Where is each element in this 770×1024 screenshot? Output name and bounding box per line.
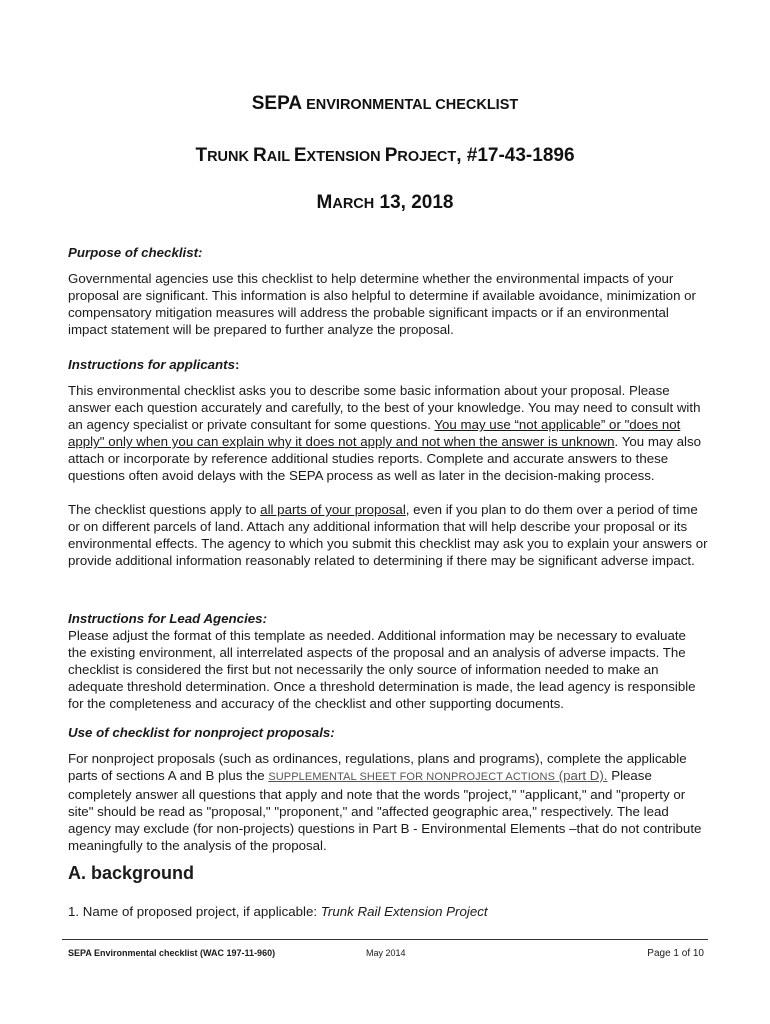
date-part: ARCH <box>332 196 375 212</box>
applicants-p2-text: The checklist questions apply to <box>68 502 261 517</box>
project-title-part: P <box>384 145 398 166</box>
title-sepa: SEPA <box>251 93 303 114</box>
purpose-text: Governmental agencies use this checklist to help determine whether the environmental impacts of your proposal are significant. This information is also helpful to determine if available avoidance, minimization or compensatory mitigation measures will address the probable significant impacts or if an environmental impact statement will be prepared to further analyze the proposal. <box>68 271 696 337</box>
applicants-p2-underlined: all parts of your proposal <box>260 502 406 517</box>
footer-date: May 2014 <box>366 948 406 958</box>
footer-divider <box>62 939 708 940</box>
nonproject-section <box>68 724 708 854</box>
lead-agencies-heading: Instructions for Lead Agencies: <box>68 611 267 626</box>
document-date <box>0 192 770 214</box>
date-part: 13, 2018 <box>374 192 454 213</box>
question-1-label: 1. Name of proposed project, if applicable: <box>68 904 321 919</box>
part-d-link[interactable]: (part D). <box>555 768 608 783</box>
purpose-heading: Purpose of checklist: <box>68 245 203 260</box>
supplemental-sheet-link[interactable]: SUPPLEMENTAL SHEET FOR NONPROJECT ACTIONS <box>268 771 556 783</box>
applicants-p1-underlined: You may use “not applicable” or "does not apply" only when you can explain why it does not apply and not when the answer is unknown <box>68 417 681 449</box>
project-title-part: XTENSION <box>306 149 385 165</box>
applicants-paragraph-2 <box>68 501 708 569</box>
nonproject-text-start: For nonproject proposals (such as ordinances, regulations, plans and programs), complete the applicable parts of sections A and B plus the <box>68 751 687 783</box>
lead-agencies-section <box>68 610 708 712</box>
applicants-section <box>68 356 708 569</box>
page-number: Page 1 of 10 <box>647 948 704 959</box>
project-title-part: T <box>195 145 208 166</box>
applicants-heading <box>68 356 708 373</box>
project-title-part: ROJECT <box>397 149 457 165</box>
title-checklist: ENVIRONMENTAL CHECKLIST <box>302 97 519 113</box>
nonproject-heading: Use of checklist for nonproject proposals: <box>68 725 335 740</box>
applicants-p2-text-end: , even if you plan to do them over a period of time or on different parcels of land. Attach any additional information that will help describe your proposal or its environmental effects. The agency to which you submit this checklist may ask you to explain your answers or provide additional information reasonably related to determining if there may be significant adverse impact. <box>68 502 708 568</box>
applicants-p1-text: This environmental checklist asks you to describe some basic information about your proposal. Please answer each question accurately and carefully, to the best of your knowledge. You may need to consult with an agency specialist or private consultant for some questions. <box>68 383 701 432</box>
question-1 <box>68 904 488 919</box>
nonproject-text <box>68 750 708 854</box>
section-a-heading: A. background <box>68 863 195 883</box>
purpose-section <box>68 244 708 338</box>
applicants-p1-text-end: . You may also attach or incorporate by reference additional studies reports. Complete and accurate answers to these questions often avoid delays with the SEPA process as well as later in the decision-making process. <box>68 434 702 483</box>
applicants-paragraph-1 <box>68 382 708 484</box>
project-title <box>0 145 770 167</box>
question-1-answer: Trunk Rail Extension Project <box>320 904 488 919</box>
project-title-part: E <box>293 145 307 166</box>
document-title <box>0 93 770 115</box>
applicants-heading-colon: : <box>234 357 240 372</box>
project-number: , #17-43-1896 <box>456 145 575 166</box>
project-title-part: AIL <box>266 149 294 165</box>
project-title-part: R <box>252 145 267 166</box>
nonproject-text-end: Please completely answer all questions that apply and note that the words "project," "applicant," and "property or site" should be read as "proposal," "proponent," and "affected geographic area," respectively. The lead agency may exclude (for non-projects) questions in Part B - Environmental Elements –that do not contribute meaningfully to the analysis of the proposal. <box>68 768 702 853</box>
applicants-heading-text: Instructions for applicants <box>68 357 235 372</box>
footer-form-title: SEPA Environmental checklist (WAC 197-11-960) <box>68 948 276 958</box>
lead-agencies-text: Please adjust the format of this template as needed. Additional information may be necessary to evaluate the existing environment, all interrelated aspects of the proposal and an analysis of adverse impacts. The checklist is considered the first but not necessarily the only source of information needed to make an adequate threshold determination. Once a threshold determination is made, the lead agency is responsible for the completeness and accuracy of the checklist and other supporting documents. <box>68 628 696 711</box>
date-part: M <box>316 192 333 213</box>
project-title-part: RUNK <box>207 149 253 165</box>
